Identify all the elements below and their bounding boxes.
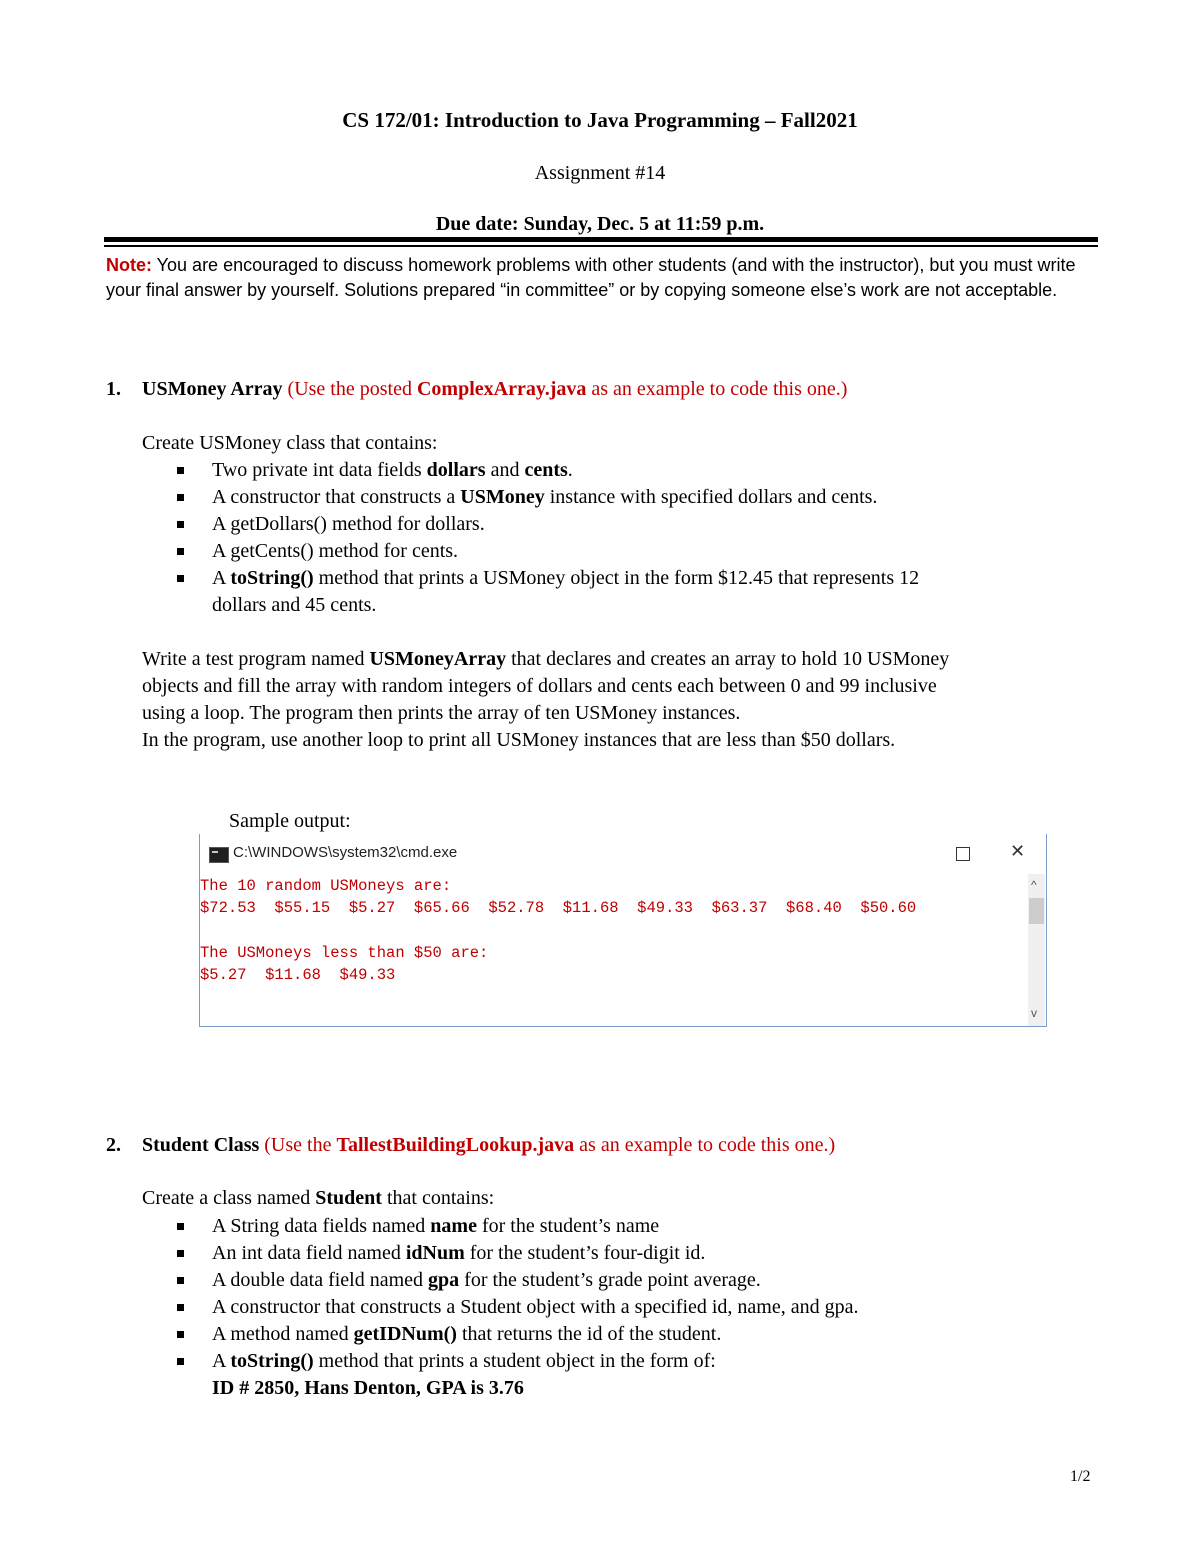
bullet-bold: name — [430, 1215, 477, 1237]
task-text: that declares and creates an array to hold 10 USMoney — [506, 648, 950, 670]
bullet-bold: dollars — [426, 459, 486, 481]
bullet-text: for the student’s four-digit id. — [464, 1242, 706, 1264]
bullet-text: A — [212, 1350, 231, 1372]
bullet-text: A double data field named — [212, 1269, 429, 1291]
list-item — [175, 1267, 1075, 1294]
hint-file: TallestBuildingLookup.java — [336, 1134, 575, 1156]
hint-post: as an example to code this one.) — [574, 1134, 836, 1156]
task-line: In the program, use another loop to print all USMoney instances that are less than $50 dollars. — [142, 729, 896, 751]
problem-1-intro: Create USMoney class that contains: — [142, 432, 438, 454]
bullet-bold: toString() — [230, 567, 314, 589]
console-line: $72.53 $55.15 $5.27 $65.66 $52.78 $11.68 $49.33 $63.37 $68.40 $50.60 — [200, 899, 917, 917]
list-item: A getDollars() method for dollars. — [175, 511, 1075, 538]
bullet-text: and — [485, 459, 525, 481]
bullet-text: for the student’s grade point average. — [459, 1269, 761, 1291]
maximize-icon[interactable] — [956, 847, 970, 861]
header-rule-thin — [104, 245, 1098, 247]
intro-text: Create a class named — [142, 1187, 316, 1209]
note-paragraph — [106, 253, 1096, 303]
list-item: A getCents() method for cents. — [175, 538, 1075, 565]
scroll-thumb[interactable] — [1029, 898, 1044, 924]
problem-2-hint — [259, 1134, 835, 1156]
bullet-text: method that prints a USMoney object in the form $12.45 that represents 12 — [313, 567, 920, 589]
assignment-number: Assignment #14 — [534, 162, 666, 184]
console-line: $5.27 $11.68 $49.33 — [200, 966, 396, 984]
bullet-text: for the student’s name — [476, 1215, 660, 1237]
intro-bold: Student — [315, 1187, 382, 1209]
console-window — [199, 834, 1047, 1027]
list-item — [175, 565, 1075, 619]
bullet-text: dollars and 45 cents. — [212, 594, 377, 616]
bullet-bold: getIDNum() — [353, 1323, 457, 1345]
bullet-text: . — [567, 459, 573, 481]
console-scrollbar[interactable] — [1028, 874, 1045, 1026]
hint-post: as an example to code this one.) — [586, 378, 848, 400]
document-title: CS 172/01: Introduction to Java Programming – Fall2021 — [342, 108, 858, 132]
problem-2-bullet-list — [175, 1213, 1075, 1402]
page-number: 1/2 — [1070, 1468, 1091, 1485]
list-item — [175, 1321, 1075, 1348]
scroll-down-icon[interactable]: v — [1031, 1006, 1037, 1020]
task-line: using a loop. The program then prints the array of ten USMoney instances. — [142, 702, 741, 724]
console-title-bar — [200, 834, 1046, 874]
bullet-text: A method named — [212, 1323, 354, 1345]
scroll-up-icon[interactable]: ^ — [1031, 878, 1037, 892]
bullet-bold: idNum — [405, 1242, 465, 1264]
hint-pre: (Use the — [259, 1134, 337, 1156]
problem-1-name: USMoney Array — [142, 378, 283, 400]
bullet-text: A String data fields named — [212, 1215, 431, 1237]
bullet-text: that returns the id of the student. — [456, 1323, 722, 1345]
close-icon[interactable]: ✕ — [1010, 841, 1026, 861]
list-item — [175, 1213, 1075, 1240]
problem-2-intro — [142, 1187, 494, 1210]
bullet-text: An int data field named — [212, 1242, 406, 1264]
bullet-bold: gpa — [428, 1269, 460, 1291]
sample-output-label: Sample output: — [229, 810, 351, 832]
bullet-text: A constructor that constructs a — [212, 486, 461, 508]
console-line: The 10 random USMoneys are: — [200, 877, 452, 895]
list-item — [175, 484, 1075, 511]
hint-pre: (Use the posted — [282, 378, 417, 400]
list-item: A constructor that constructs a Student object with a specified id, name, and gpa. — [175, 1294, 1075, 1321]
problem-1-heading — [106, 378, 847, 401]
bullet-bold: cents — [524, 459, 568, 481]
task-text: Write a test program named — [142, 648, 370, 670]
list-item — [175, 1348, 1075, 1402]
problem-1-number: 1. — [106, 378, 121, 400]
tostring-example: ID # 2850, Hans Denton, GPA is 3.76 — [212, 1377, 524, 1399]
note-label: Note: — [106, 255, 152, 275]
bullet-text: Two private int data fields — [212, 459, 427, 481]
bullet-bold: toString() — [230, 1350, 314, 1372]
bullet-bold: USMoney — [460, 486, 545, 508]
console-output — [200, 874, 1028, 1024]
problem-1-bullet-list — [175, 457, 1075, 619]
cmd-icon — [209, 847, 229, 863]
task-line — [142, 646, 1102, 673]
problem-2-number: 2. — [106, 1134, 121, 1156]
header-rule-thick — [104, 237, 1098, 242]
bullet-text: method that prints a student object in the form of: — [313, 1350, 716, 1372]
problem-1-hint — [283, 378, 848, 400]
bullet-text: instance with specified dollars and cents. — [544, 486, 878, 508]
console-line: The USMoneys less than $50 are: — [200, 944, 489, 962]
note-text: You are encouraged to discuss homework problems with other students (and with the instructor), but you must write your final answer by yourself. Solutions prepared “in committee” or by copying someone else’s work are not acceptable. — [106, 255, 1076, 300]
list-item — [175, 1240, 1075, 1267]
console-path: C:\WINDOWS\system32\cmd.exe — [233, 844, 458, 861]
problem-2-heading — [106, 1134, 835, 1157]
list-item — [175, 457, 1075, 484]
problem-1-task — [142, 646, 1102, 754]
problem-2-name: Student Class — [142, 1134, 260, 1156]
hint-file: ComplexArray.java — [416, 378, 587, 400]
task-bold: USMoneyArray — [369, 648, 507, 670]
due-date: Due date: Sunday, Dec. 5 at 11:59 p.m. — [435, 213, 765, 235]
task-line: objects and fill the array with random integers of dollars and cents each between 0 and 99 inclusive — [142, 675, 937, 697]
bullet-text: A — [212, 567, 231, 589]
intro-text: that contains: — [381, 1187, 495, 1209]
